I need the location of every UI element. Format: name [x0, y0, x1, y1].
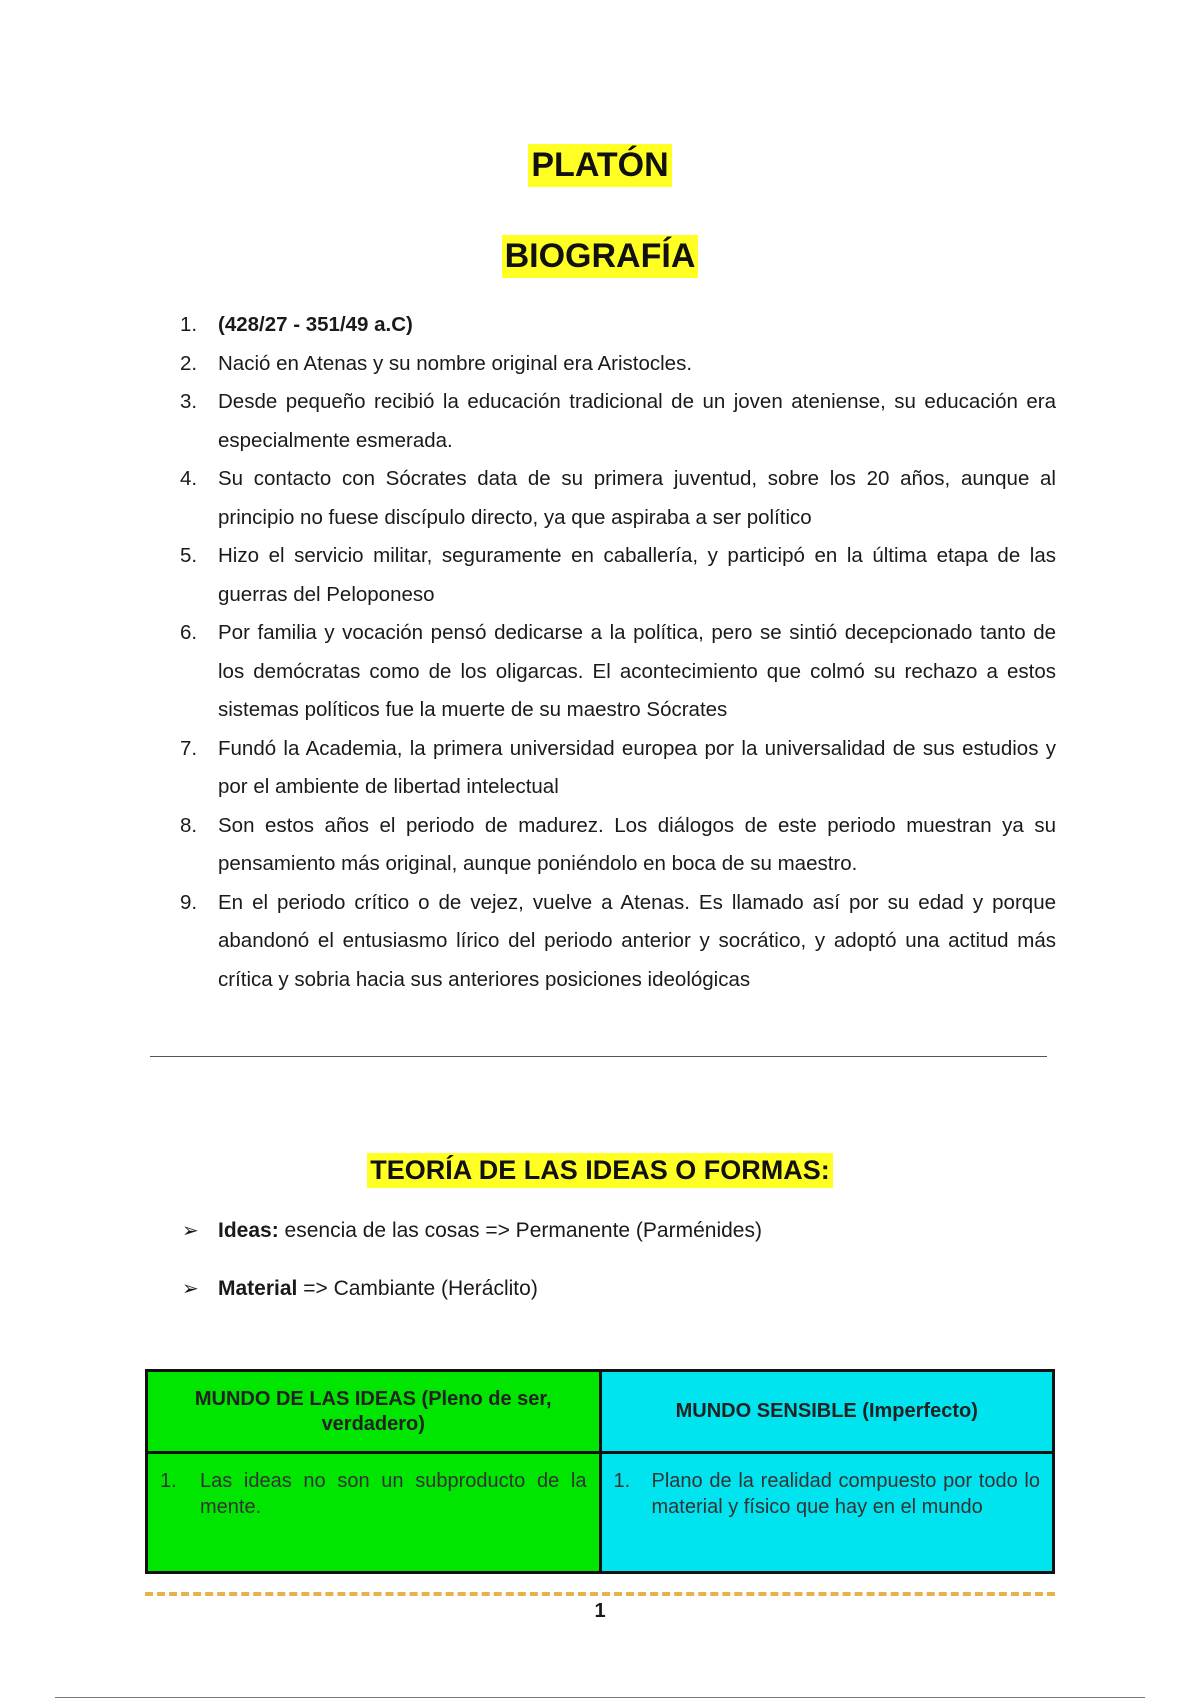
item-number: 1. [613, 1470, 631, 1492]
item-text: Desde pequeño recibió la educación tradicional de un joven ateniense, su educación era especialmente esmerada. [218, 390, 1056, 452]
biography-item [180, 345, 1056, 384]
biography-item [180, 537, 1056, 614]
bullet-text: => Cambiante (Heráclito) [297, 1277, 538, 1300]
item-number: 3. [180, 390, 198, 413]
footer-dashed-line [145, 1592, 1055, 1596]
item-number: 1. [180, 313, 198, 336]
section-heading-theory [0, 1153, 1200, 1188]
title-highlight: PLATÓN [528, 144, 671, 187]
item-number: 5. [180, 544, 198, 567]
table-header-row [147, 1371, 1054, 1453]
bullet-term: Material [218, 1277, 298, 1300]
theory-bullet [180, 1275, 762, 1333]
item-text: En el periodo crítico o de vejez, vuelve a Atenas. Es llamado así por su edad y porque abandonó el entusiasmo lírico del periodo anterior y socrático, y adoptó una actitud más crítica y sobria hacia sus anteriores posiciones ideológicas [218, 890, 1056, 991]
page-title [0, 144, 1200, 187]
item-text: Fundó la Academia, la primera universidad europea por la universalidad de sus estudios y por el ambiente de libertad intelectual [218, 736, 1056, 798]
biography-item [180, 807, 1056, 884]
arrow-bullet-icon: ➢ [182, 1220, 199, 1242]
header-sensible-world: MUNDO SENSIBLE (Imperfecto) [600, 1371, 1054, 1453]
item-text: Las ideas no son un subproducto de la mente. [200, 1470, 587, 1518]
biography-list [180, 306, 1056, 999]
item-number: 2. [180, 351, 198, 375]
item-text: Hizo el servicio militar, seguramente en caballería, y participó en la última etapa de las guerras del Peloponeso [218, 544, 1056, 606]
biography-item [180, 884, 1056, 1000]
theory-highlight: TEORÍA DE LAS IDEAS O FORMAS: [367, 1153, 833, 1188]
item-number: 9. [180, 890, 198, 914]
arrow-bullet-icon: ➢ [182, 1278, 199, 1300]
item-text: Son estos años el periodo de madurez. Los diálogos de este periodo muestran ya su pensamiento más original, aunque poniéndolo en boca de su maestro. [218, 813, 1056, 875]
item-text: Nació en Atenas y su nombre original era Aristocles. [218, 351, 693, 375]
list-item [614, 1468, 1041, 1520]
biography-item [180, 730, 1056, 807]
page-bottom-border [55, 1697, 1145, 1698]
table-row [147, 1453, 1054, 1573]
biography-item [180, 383, 1056, 460]
item-text: (428/27 - 351/49 a.C) [218, 313, 413, 336]
item-number: 8. [180, 813, 198, 837]
item-number: 1. [160, 1470, 177, 1492]
cell-sensible-world [600, 1453, 1054, 1573]
theory-bullet-list [180, 1217, 762, 1333]
cell-world-of-ideas [147, 1453, 601, 1573]
section-heading-biography [0, 235, 1200, 278]
list-item [160, 1468, 587, 1520]
bullet-text: esencia de las cosas => Permanente (Parménides) [278, 1219, 762, 1242]
item-text: Por familia y vocación pensó dedicarse a la política, pero se sintió decepcionado tanto de los demócratas como de los oligarcas. El acontecimiento que colmó su rechazo a estos sistemas políticos fue la muerte de su maestro Sócrates [218, 621, 1056, 721]
header-world-of-ideas: MUNDO DE LAS IDEAS (Pleno de ser, verdadero) [147, 1371, 601, 1453]
item-number: 6. [180, 621, 198, 644]
theory-bullet [180, 1217, 762, 1275]
item-number: 4. [180, 467, 198, 490]
horizontal-divider [150, 1056, 1047, 1057]
bullet-term: Ideas: [218, 1219, 279, 1242]
biography-item [180, 306, 1056, 345]
worlds-table [145, 1369, 1055, 1574]
biography-item [180, 460, 1056, 537]
biography-highlight: BIOGRAFÍA [502, 235, 699, 278]
biography-item [180, 614, 1056, 730]
item-text: Plano de la realidad compuesto por todo lo material y físico que hay en el mundo [651, 1470, 1040, 1518]
item-text: Su contacto con Sócrates data de su primera juventud, sobre los 20 años, aunque al principio no fuese discípulo directo, ya que aspiraba a ser político [218, 467, 1056, 529]
item-number: 7. [180, 736, 198, 760]
page-number: 1 [594, 1600, 606, 1622]
